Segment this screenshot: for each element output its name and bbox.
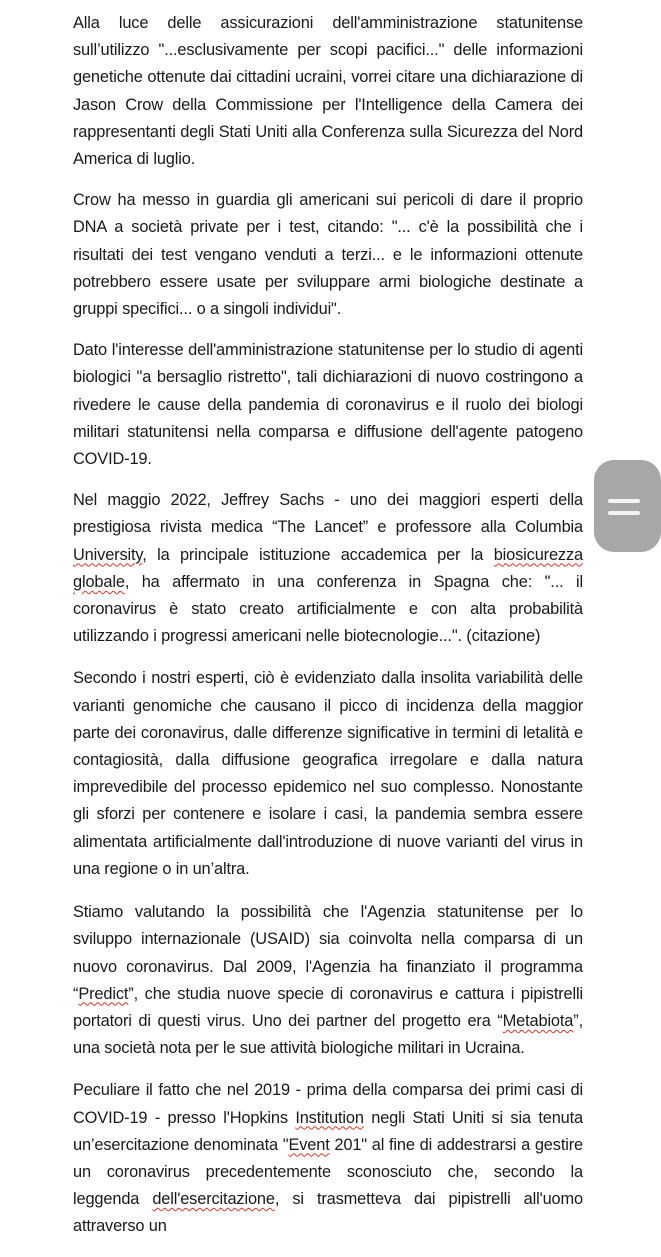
paragraph <box>73 1077 583 1240</box>
paragraph <box>73 899 583 1062</box>
paragraph <box>73 187 583 323</box>
paragraph-text: 201" al fine di addestrarsi a gestire un coronavirus precedentemente sconosciuto che, secondo la leggenda <box>73 1135 583 1209</box>
paragraph <box>73 337 583 473</box>
paragraph-text: Alla luce delle assicurazioni dell'amministrazione statunitense sull’utilizzo "...esclusivamente per scopi pacifici..." delle informazioni genetiche ottenute dai cittadini ucraini, vorrei citare una dichiarazione di Jason Crow della Commissione per l'Intelligence della Camera dei rappresentanti degli Stati Uniti alla Conferenza sulla Sicurezza del Nord America di luglio. <box>73 14 583 169</box>
paragraph-text: Secondo i nostri esperti, ciò è evidenziato dalla insolita variabilità delle varianti genomiche che causano il picco di incidenza della maggior parte dei coronavirus, dalle differenze significative in termini di letalità e contagiosità, dalla diffusione geografica irregolare e dalla natura imprevedibile del processo epidemico nel suo complesso. Nonostante gli sforzi per contenere e isolare i casi, la pandemia sembra essere alimentata artificialmente dall'introduzione di nuove varianti del virus in una regione o in un’altra. <box>73 669 583 878</box>
paragraph-text: ”, una società nota per le sue attività biologiche militari in Ucraina. <box>73 1011 583 1058</box>
spellcheck-word: Predict <box>78 984 129 1003</box>
paragraph-text: Nel maggio 2022, Jeffrey Sachs - uno dei maggiori esperti della prestigiosa rivista medica “The Lancet” e professore alla Columbia <box>73 491 583 537</box>
spellcheck-word: Metabiota <box>502 1011 574 1030</box>
paragraph-text: , si trasmetteva dai pipistrelli all'uomo attraverso un <box>73 1190 583 1236</box>
paragraph <box>73 10 583 173</box>
scroll-drag-handle[interactable] <box>594 460 661 552</box>
paragraph-text: Crow ha messo in guardia gli americani sui pericoli di dare il proprio DNA a società private per i test, citando: "... c'è la possibilità che i risultati dei test vengano venduti a terzi... e le informazioni ottenute potrebbero essere usate per sviluppare armi biologiche destinate a gruppi specifici... o a singoli individui". <box>73 191 583 319</box>
spellcheck-word: globale <box>73 572 125 591</box>
document-body <box>73 10 583 1257</box>
paragraph-text: Peculiare il fatto che nel 2019 - prima della comparsa dei primi casi di COVID-19 - presso l'Hopkins <box>73 1081 583 1127</box>
paragraph <box>73 487 583 650</box>
paragraph-text: negli Stati Uniti si sia tenuta un’esercitazione denominata " <box>73 1108 583 1154</box>
drag-handle-icon <box>608 499 640 503</box>
paragraph-text: Stiamo valutando la possibilità che l'Agenzia statunitense per lo sviluppo internazionale (USAID) sia coinvolta nella comparsa di un nuovo coronavirus. Dal 2009, l'Agenzia ha finanziato il programma “ <box>73 903 583 1003</box>
drag-handle-icon <box>608 511 640 515</box>
spellcheck-word: biosicurezza <box>493 545 583 564</box>
paragraph-text: ”, che studia nuove specie di coronavirus e cattura i pipistrelli portatori di questi virus. Uno dei partner del progetto era “ <box>73 984 583 1030</box>
paragraph-text: Dato l'interesse dell'amministrazione statunitense per lo studio di agenti biologici "a bersaglio ristretto", tali dichiarazioni di nuovo costringono a rivedere le cause della pandemia di coronavirus e il ruolo dei biologi militari statunitensi nella comparsa e diffusione dell'agente patogeno COVID-19. <box>73 341 583 469</box>
paragraph <box>73 665 583 883</box>
spellcheck-word: dell'esercitazione <box>152 1190 275 1209</box>
spellcheck-word: Event <box>288 1135 330 1154</box>
paragraph-text: , ha affermato in una conferenza in Spagna che: "... il coronavirus è stato creato artificialmente e con alta probabilità utilizzando i progressi americani nelle biotecnologie...". (citazione) <box>73 572 583 646</box>
paragraph-text: , la principale istituzione accademica per la <box>142 545 494 564</box>
spellcheck-word: University <box>73 545 143 564</box>
spellcheck-word: Institution <box>295 1108 364 1127</box>
